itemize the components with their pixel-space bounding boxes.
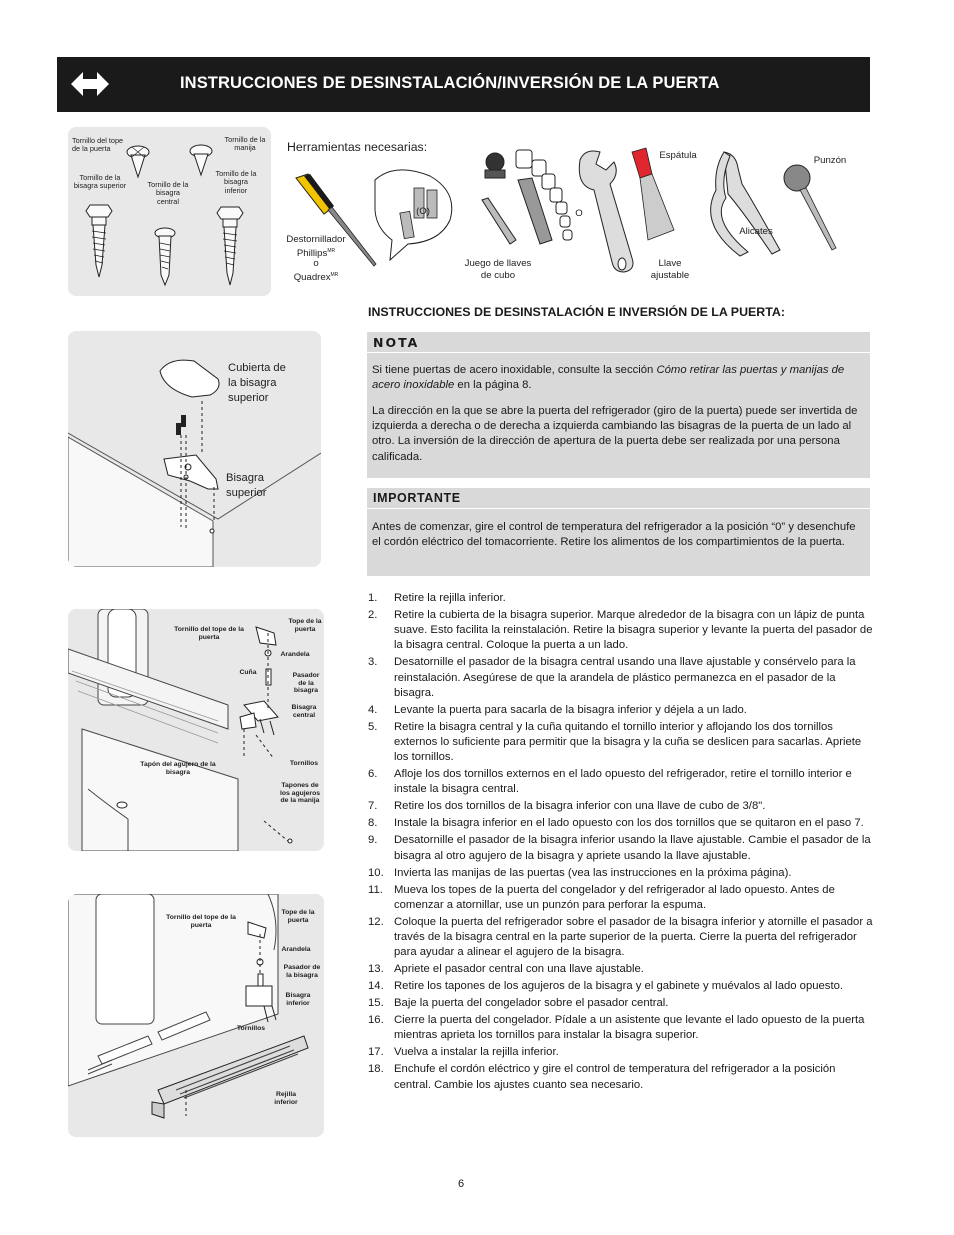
wrench-label-2: ajustable <box>650 270 690 281</box>
spatula-icon <box>632 148 674 240</box>
center-label-center-hinge: Bisagra central <box>291 704 317 719</box>
socket-set-icon <box>482 150 572 244</box>
step-text: Cierre la puerta del congelador. Pídale a un asistente que levante el lado opuesto de la puerta mientras aprieta los tornillos para instalar la bisagra superior. <box>394 1014 865 1042</box>
bottom-label-bottom-hinge: Bisagra inferior <box>285 992 311 1007</box>
step-text: Instale la bisagra inferior en el lado opuesto con los dos tornillos que se quitaron en el paso 7. <box>394 817 864 830</box>
step-number: 1. <box>368 592 378 604</box>
hinge-label-1: Bisagra <box>226 472 264 484</box>
quadrex-reg-mark: MR <box>330 272 339 278</box>
step-number: 8. <box>368 817 378 830</box>
screws-panel <box>68 127 271 296</box>
bottom-label-door-stop-screw: Tornillo del tope de la puerta <box>166 914 236 929</box>
step-text: Retire los tapones de los agujeros de la bisagra y el gabinete y muévalos al lado opuesto. <box>394 980 844 993</box>
step-item <box>368 608 874 654</box>
o-label: O <box>575 208 583 219</box>
note-box <box>367 332 870 478</box>
step-number: 2. <box>368 609 378 621</box>
bottom-label-screws: Tornillos <box>236 1025 266 1032</box>
step-text: Desatornille el pasador de la bisagra central usando una llave ajustable y consérvelo para la reinstalación. Asegúrese de que la arandela de plástico permanezca en el pasador de la bisagra. <box>394 656 856 699</box>
page-title: INSTRUCCIONES DE DESINSTALACIÓN/INVERSIÓN DE LA PUERTA <box>180 74 720 92</box>
step-number: 13. <box>368 963 384 976</box>
socket-set-label-1: Juego de llaves <box>464 258 532 269</box>
important-text: Antes de comenzar, gire el control de temperatura del refrigerador a la posición “0” y desenchufe el cordón eléctrico del tomacorriente. Retire los alimentos de los compartimientos de la puerta. <box>372 521 856 549</box>
center-label-handle-plugs: Tapones de los agujeros de la manija <box>279 782 321 805</box>
note-p1-text-b: en la página 8. <box>454 379 532 392</box>
center-hinge-panel <box>68 609 324 851</box>
step-number: 17. <box>368 1046 384 1059</box>
step-item <box>368 703 874 718</box>
bottom-label-grille: Rejilla inferior <box>274 1091 298 1106</box>
step-text: Levante la puerta para sacarla de la bisagra inferior y déjela a un lado. <box>394 703 747 716</box>
cover-label-2: la bisagra <box>228 377 277 389</box>
note-p1-text-a: Si tiene puertas de acero inoxidable, consulte la sección <box>372 364 657 376</box>
note-title: NOTA <box>373 335 420 350</box>
step-text: Desatornille el pasador de la bisagra inferior usando la llave ajustable. Cambie el pasador de la bisagra al otro agujero de la bisagra y apriete usando la llave ajustable. <box>394 834 871 862</box>
double-arrow-icon <box>71 69 109 99</box>
screw-label-door-stop: Tornillo del tope de la puerta <box>72 136 124 154</box>
center-hinge-drawing <box>68 609 324 851</box>
screwdriver-label-4 <box>276 270 356 284</box>
tools-title: Herramientas necesarias: <box>287 140 428 154</box>
step-item <box>368 1045 874 1060</box>
important-divider <box>367 508 870 509</box>
center-label-hinge-plug: Tapón del agujero de la bisagra <box>140 761 216 776</box>
step-number: 5. <box>368 720 378 733</box>
pliers-label: Alicates <box>739 226 773 237</box>
quadrex-text: Quadrex <box>293 272 331 284</box>
cover-label-1: Cubierta de <box>228 362 286 374</box>
step-number: 16. <box>368 1014 384 1027</box>
note-divider <box>367 352 870 353</box>
step-number: 4. <box>368 703 378 716</box>
screw-label-center-hinge: Tornillo de la bisagra central <box>147 180 189 206</box>
center-label-shim: Cuña <box>239 669 257 676</box>
screw-label-bottom-hinge: Tornillo de la bisagra inferior <box>215 169 257 195</box>
top-hinge-panel <box>68 331 321 567</box>
step-text: Afloje los dos tornillos externos en el lado opuesto del refrigerador, retire el tornillo interior e instale la bisagra central. <box>394 768 852 796</box>
note-p1-emphasis: Cómo retirar las puertas y manijas de acero inoxidable <box>372 364 845 392</box>
spatula-label: Espátula <box>659 150 697 161</box>
step-number: 10. <box>368 866 384 879</box>
step-number: 14. <box>368 980 384 993</box>
screwdriver-label-3: o <box>313 258 319 269</box>
important-box <box>367 488 870 576</box>
step-item <box>368 962 874 977</box>
step-number: 9. <box>368 834 378 847</box>
step-number: 11. <box>368 883 383 896</box>
step-text: Coloque la puerta del refrigerador sobre el pasador de la bisagra inferior y atornille el pasador a través de la bisagra central en la parte superior de la puerta. Cierre la puerta del refrigerador para ayudar a alinear el agujero de la bisagra. <box>394 915 873 959</box>
step-item <box>368 767 874 797</box>
step-item <box>368 720 874 766</box>
phillips-reg-mark: MR <box>327 248 336 254</box>
step-item <box>368 883 874 913</box>
step-number: 18. <box>368 1063 384 1076</box>
socket-set-label-2: de cubo <box>480 270 516 281</box>
step-number: 6. <box>368 768 378 781</box>
step-item <box>368 655 874 701</box>
bit-label: (O) <box>416 206 430 217</box>
step-text: Baje la puerta del congelador sobre el pasador central. <box>394 997 669 1010</box>
bottom-hinge-panel <box>68 894 324 1137</box>
hinge-label-2: superior <box>226 487 267 499</box>
bottom-label-hinge-pin: Pasador de la bisagra <box>283 964 321 979</box>
phillips-text: Phillips <box>296 248 328 260</box>
step-number: 12. <box>368 915 384 928</box>
center-label-door-stop: Tope de la puerta <box>288 618 322 633</box>
step-item <box>368 979 874 994</box>
bottom-label-door-stop: Tope de la puerta <box>281 909 315 924</box>
step-item <box>368 1062 874 1092</box>
note-paragraph-1 <box>372 363 864 393</box>
step-item <box>368 816 874 831</box>
screw-label-top-hinge: Tornillo de la bisagra superior <box>73 173 127 191</box>
wrench-label-1: Llave <box>658 258 682 269</box>
step-number: 15. <box>368 997 384 1010</box>
important-title: IMPORTANTE <box>373 491 461 505</box>
step-item <box>368 799 874 814</box>
step-item <box>368 1013 874 1043</box>
bottom-label-washer: Arandela <box>281 946 311 953</box>
step-text: Enchufe el cordón eléctrico y gire el control de temperatura del refrigerador a la posición central. Cambie los ajustes cuanto sea necesario. <box>394 1063 836 1091</box>
header-bar <box>57 57 870 112</box>
step-text: Retire la cubierta de la bisagra superior. Marque alrededor de la bisagra con un lápiz de punta suave. Esto facilita la reinstalación. Retire la bisagra superior y levante la puerta del pasador de la bisagra central. Coloque la puerta a un lado. <box>394 609 873 652</box>
step-text: Mueva los topes de la puerta del congelador y del refrigerador al lado opuesto. Antes de comenzar a atornillar, use un punzón para perforar la espuma. <box>394 883 835 911</box>
step-text: Retire los dos tornillos de la bisagra inferior con una llave de cubo de 3/8". <box>394 800 766 813</box>
step-item <box>368 591 874 606</box>
screwdriver-label-1: Destornillador <box>286 234 346 245</box>
step-number: 7. <box>368 800 378 813</box>
screw-label-handle: Tornillo de la manija <box>224 135 266 153</box>
step-text: Apriete el pasador central con una llave ajustable. <box>394 963 644 976</box>
step-text: Retire la bisagra central y la cuña quitando el tornillo interior y aflojando los dos tornillos externos lo suficiente para permitir que la bisagra y la cuña se deslicen para sacarlas. Apriete los tornillos. <box>394 720 862 764</box>
step-number: 3. <box>368 656 378 669</box>
pliers-icon <box>711 152 780 256</box>
step-item <box>368 996 874 1011</box>
step-item <box>368 866 874 881</box>
center-label-hinge-pin: Pasador de la bisagra <box>292 672 320 695</box>
center-label-washer: Arandela <box>280 651 310 658</box>
steps-list <box>368 591 874 1095</box>
step-item <box>368 833 874 863</box>
step-text: Retire la rejilla inferior. <box>394 592 506 604</box>
cover-label-3: superior <box>228 392 269 404</box>
step-item <box>368 915 874 961</box>
page-number: 6 <box>458 1178 465 1190</box>
center-label-screws: Tornillos <box>289 760 319 767</box>
section-title: INSTRUCCIONES DE DESINSTALACIÓN E INVERSIÓN DE LA PUERTA: <box>368 305 785 319</box>
awl-label: Punzón <box>813 155 847 166</box>
awl-icon <box>784 165 836 250</box>
screw-drawings <box>68 127 271 296</box>
step-text: Vuelva a instalar la rejilla inferior. <box>394 1046 559 1059</box>
note-paragraph-2: La dirección en la que se abre la puerta del refrigerador (giro de la puerta) puede ser invertida de izquierda a derecha o de derecha a izquierda cambiando las bisagras de la puerta de un lado al otro. La inversión de la dirección de apertura de la puerta debe ser realizada por una persona calificada. <box>372 405 858 463</box>
step-text: Invierta las manijas de las puertas (vea las instrucciones en la próxima página). <box>394 866 792 879</box>
wrench-icon <box>579 151 633 272</box>
center-label-door-stop-screw: Tornillo del tope de la puerta <box>174 626 244 641</box>
